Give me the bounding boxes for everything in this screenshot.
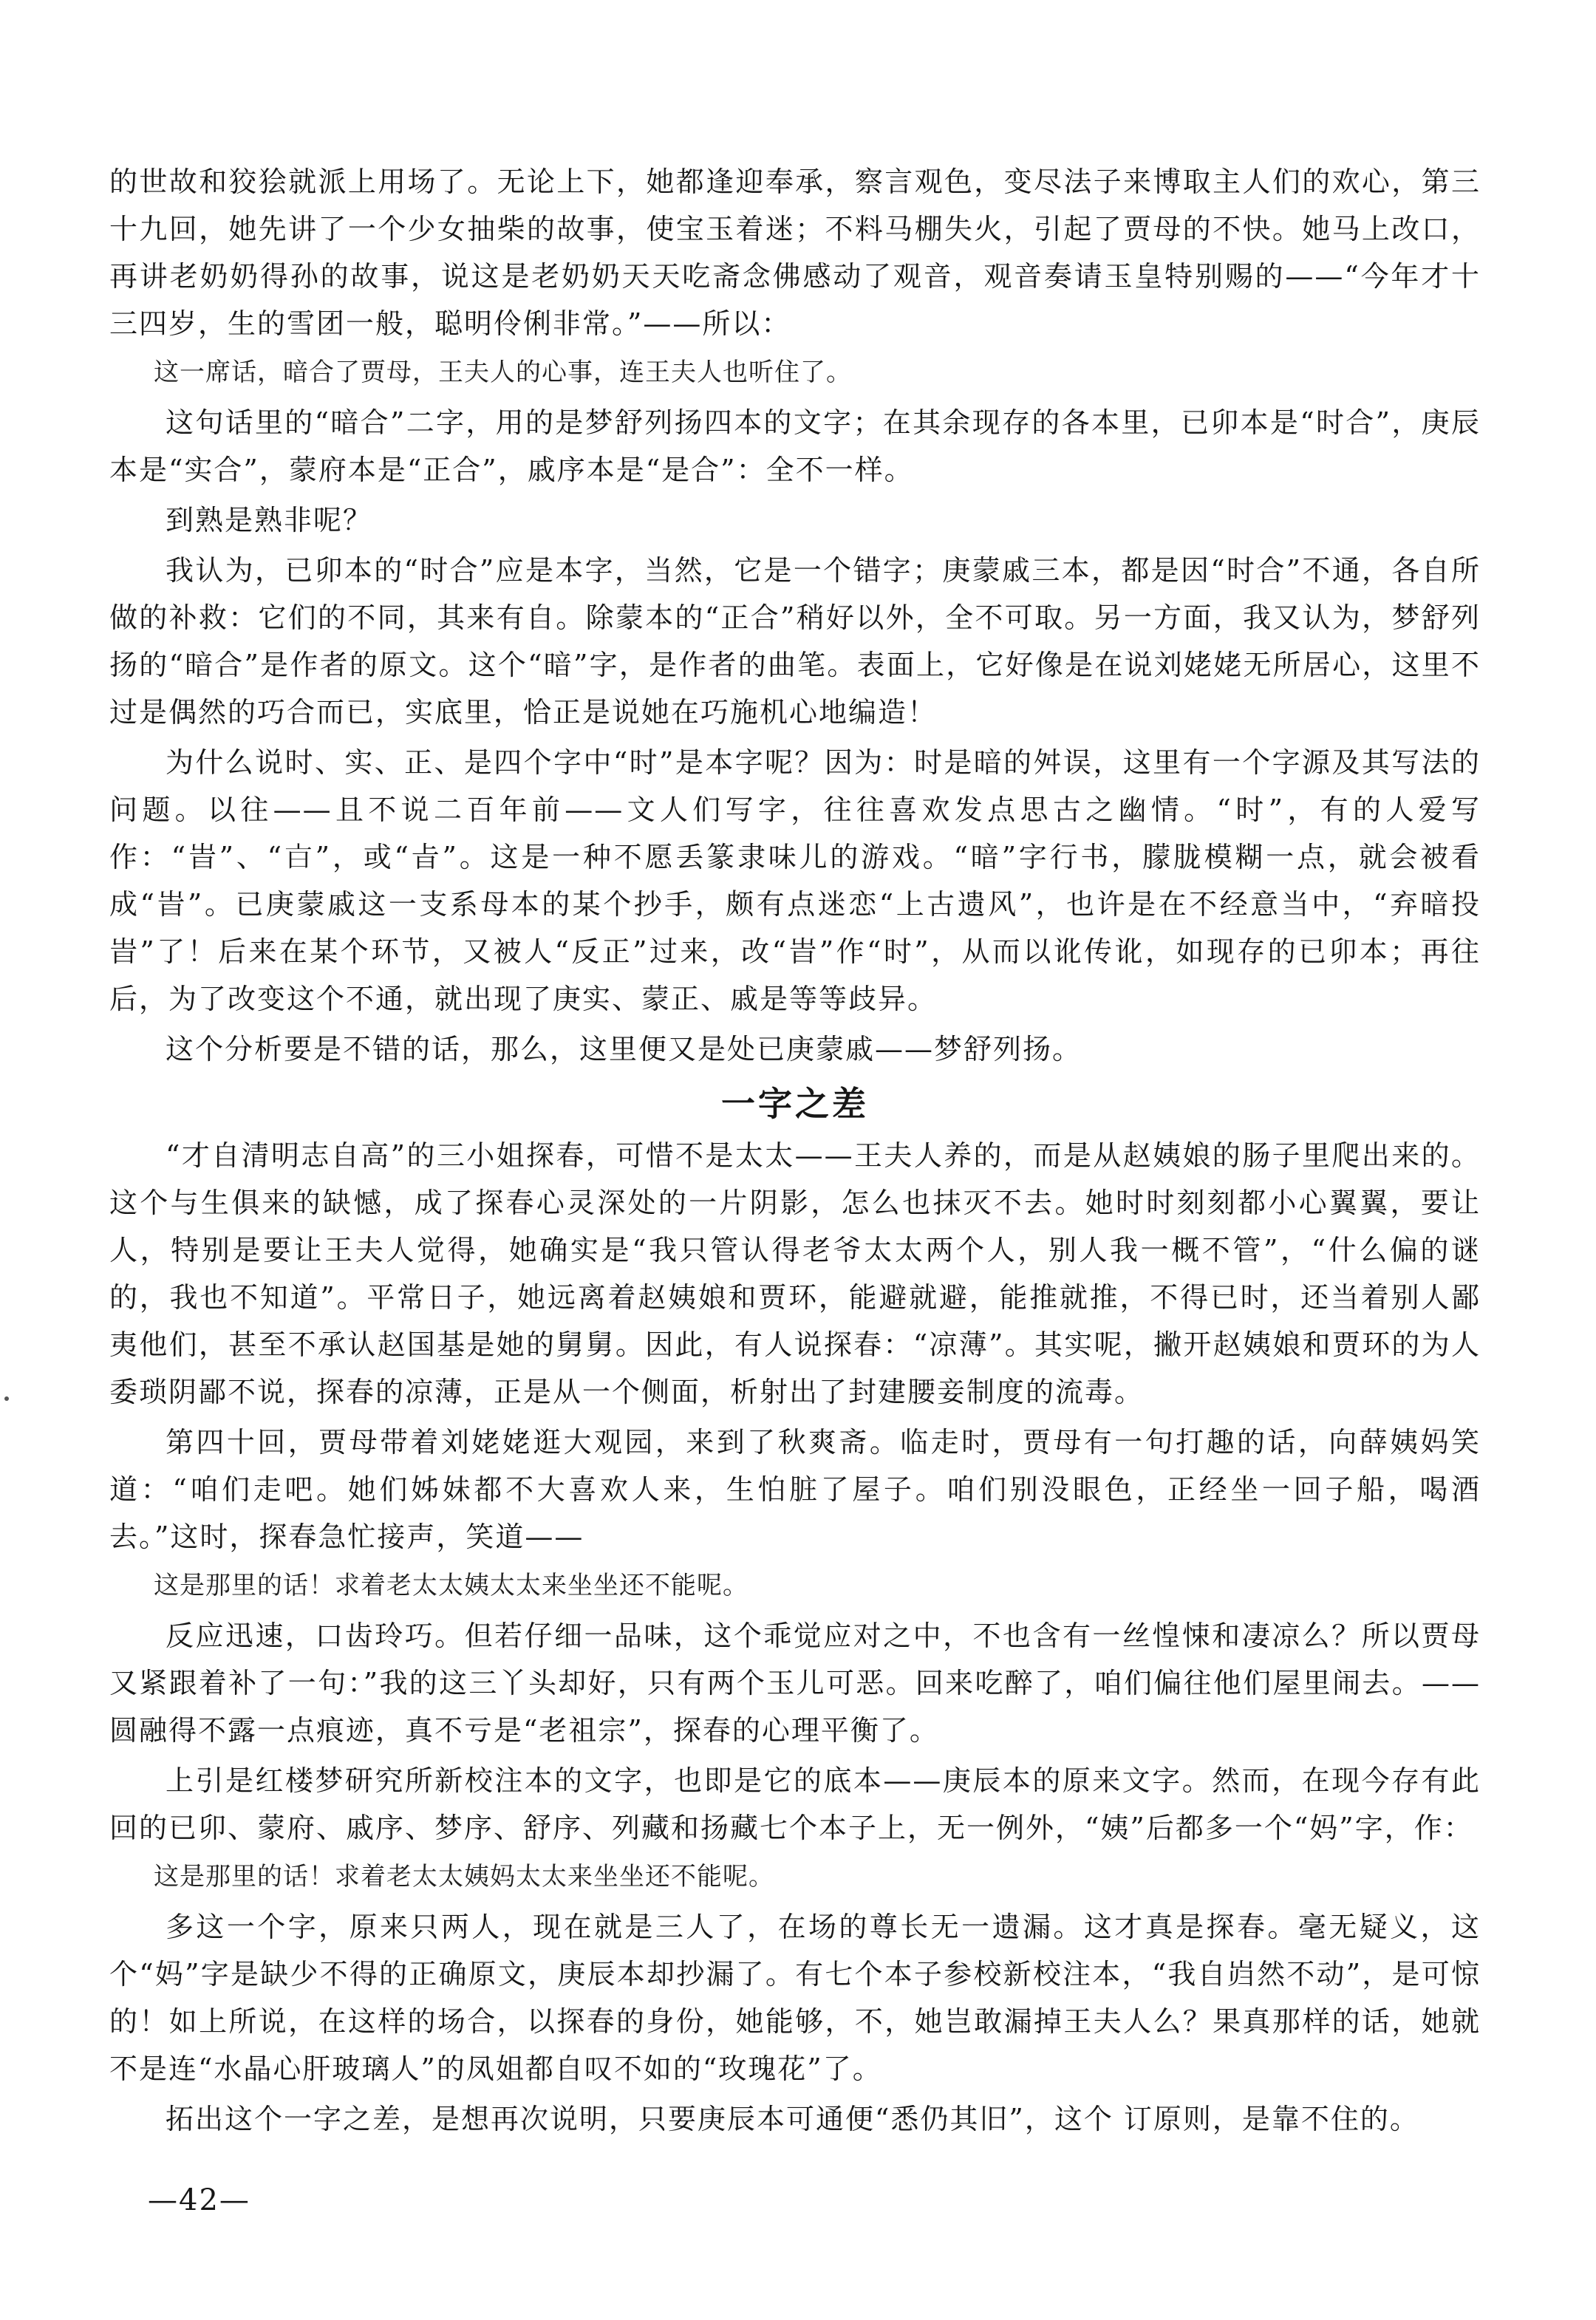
paragraph: 第四十回，贾母带着刘姥姥逛大观园，来到了秋爽斋。临走时，贾母有一句打趣的话，向薛姨妈笑道：“咱们走吧。她们姊妹都不大喜欢人来，生怕脏了屋子。咱们别没眼色，正经坐一回子船，喝酒去。”这时，探春急忙接声，笑道—— (109, 1426, 1481, 1553)
paragraph: 拓出这个一字之差，是想再次说明，只要庚辰本可通便“悉仍其旧”，这个 订原则，是靠不住的。 (166, 2103, 1419, 2135)
block-quote: 这是那里的话！求着老太太姨太太来坐坐还不能呢。 (154, 1571, 748, 1600)
paragraph: 到熟是熟非呢？ (166, 504, 373, 536)
paragraph: 上引是红楼梦研究所新校注本的文字，也即是它的底本——庚辰本的原来文字。然而，在现今存有此回的已卯、蒙府、戚序、梦序、舒序、列藏和扬藏七个本子上，无一例外，“姨”后都多一个“妈”字，作： (109, 1764, 1481, 1844)
paragraph: 这句话里的“暗合”二字，用的是梦舒列扬四本的文字；在其余现存的各本里，已卯本是“时合”，庚辰本是“实合”，蒙府本是“正合”，戚序本是“是合”：全不一样。 (109, 406, 1481, 486)
paragraph: 我认为，已卯本的“时合”应是本字，当然，它是一个错字；庚蒙戚三本，都是因“时合”不通，各自所做的补救：它们的不同，其来有自。除蒙本的“正合”稍好以外，全不可取。另一方面，我又认为，梦舒列扬的“暗合”是作者的原文。这个“暗”字，是作者的曲笔。表面上，它好像是在说刘姥姥无所居心，这里不过是偶然的巧合而已，实底里，恰正是说她在巧施机心地编造！ (109, 554, 1481, 729)
page-content (109, 158, 1481, 2146)
block-quote: 这是那里的话！求着老太太姨妈太太来坐坐还不能呢。 (154, 1862, 774, 1891)
paragraph: 反应迅速，口齿玲巧。但若仔细一品味，这个乖觉应对之中，不也含有一丝惶悚和凄凉么？所以贾母又紧跟着补了一句：”我的这三丫头却好，只有两个玉儿可恶。回来吃醉了，咱们偏往他们屋里闹去。——圆融得不露一点痕迹，真不亏是“老祖宗”，探春的心理平衡了。 (109, 1620, 1481, 1747)
paragraph: “才自清明志自高”的三小姐探春，可惜不是太太——王夫人养的，而是从赵姨娘的肠子里爬出来的。这个与生俱来的缺憾，成了探春心灵深处的一片阴影，怎么也抹灭不去。她时时刻刻都小心翼翼，要让人，特别是要让王夫人觉得，她确实是“我只管认得老爷太太两个人，别人我一概不管”，“什么偏的谜的，我也不知道”。平常日子，她远离着赵姨娘和贾环，能避就避，能推就推，不得已时，还当着别人鄙夷他们，甚至不承认赵国基是她的舅舅。因此，有人说探春：“凉薄”。其实呢，撇开赵姨娘和贾环的为人委琐阴鄙不说，探春的凉薄，正是从一个侧面，析射出了封建腰妾制度的流毒。 (109, 1139, 1481, 1408)
paragraph: 为什么说时、实、正、是四个字中“时”是本字呢？因为：时是暗的舛误，这里有一个字源及其写法的问题。以往——且不说二百年前——文人们写字，往往喜欢发点思古之幽情。“时”，有的人爱写作：“旹”、“𣅀”，或“㫖”。这是一种不愿丢篆隶味儿的游戏。“暗”字行书，朦胧模糊一点，就会被看成“旹”。已庚蒙戚这一支系母本的某个抄手，颇有点迷恋“上古遗风”，也许是在不经意当中，“弃暗投旹”了！后来在某个环节，又被人“反正”过来，改“旹”作“时”，从而以讹传讹，如现存的已卯本；再往后，为了改变这个不通，就出现了庚实、蒙正、戚是等等歧异。 (109, 746, 1481, 1015)
scan-speck (4, 1396, 9, 1401)
section-title: 一字之差 (721, 1084, 869, 1124)
block-quote: 这一席话，暗合了贾母，王夫人的心事，连王夫人也听住了。 (154, 358, 852, 387)
paragraph: 这个分析要是不错的话，那么，这里便又是处已庚蒙戚——梦舒列扬。 (166, 1033, 1082, 1065)
paragraph: 的世故和狡狯就派上用场了。无论上下，她都逢迎奉承，察言观色，变尽法子来博取主人们的欢心，第三十九回，她先讲了一个少女抽柴的故事，使宝玉着迷；不料马棚失火，引起了贾母的不快。她马上改口，再讲老奶奶得孙的故事，说这是老奶奶天天吃斋念佛感动了观音，观音奏请玉皇特别赐的——“今年才十三四岁，生的雪团一般，聪明伶俐非常。”——所以： (109, 166, 1481, 340)
paragraph: 多这一个字，原来只两人，现在就是三人了，在场的尊长无一遗漏。这才真是探春。毫无疑义，这个“妈”字是缺少不得的正确原文，庚辰本却抄漏了。有七个本子参校新校注本，“我自岿然不动”，是可惊的！如上所说，在这样的场合，以探春的身份，她能够，不，她岂敢漏掉王夫人么？果真那样的话，她就不是连“水晶心肝玻璃人”的凤姐都自叹不如的“玫瑰花”了。 (109, 1911, 1481, 2085)
page-number: —42— (148, 2183, 250, 2217)
